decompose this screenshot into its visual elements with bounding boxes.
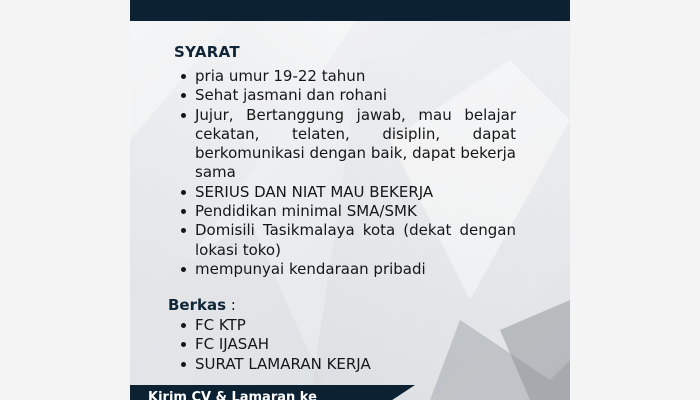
- job-poster: [130, 0, 570, 400]
- syarat-item: Domisili Tasikmalaya kota (dekat dengan lokasi toko): [178, 221, 516, 260]
- berkas-label: Berkas: [168, 296, 227, 314]
- syarat-list: [178, 67, 516, 279]
- syarat-item: mempunyai kendaraan pribadi: [178, 260, 516, 279]
- berkas-separator: :: [226, 296, 236, 314]
- syarat-item: Pendidikan minimal SMA/SMK: [178, 202, 516, 221]
- syarat-item: Sehat jasmani dan rohani: [178, 86, 516, 105]
- syarat-heading: SYARAT: [174, 43, 240, 61]
- berkas-item: FC KTP: [178, 316, 371, 335]
- footer-text: Kirim CV & Lamaran ke: [148, 390, 317, 400]
- berkas-heading: [168, 296, 236, 314]
- berkas-list: [178, 316, 371, 374]
- berkas-item: FC IJASAH: [178, 335, 371, 354]
- syarat-item: pria umur 19-22 tahun: [178, 67, 516, 86]
- poster-content: [130, 0, 570, 400]
- berkas-item: SURAT LAMARAN KERJA: [178, 355, 371, 374]
- syarat-item: SERIUS DAN NIAT MAU BEKERJA: [178, 183, 516, 202]
- syarat-item: Jujur, Bertanggung jawab, mau belajar cekatan, telaten, disiplin, dapat berkomunikasi dengan baik, dapat bekerja sama: [178, 106, 516, 183]
